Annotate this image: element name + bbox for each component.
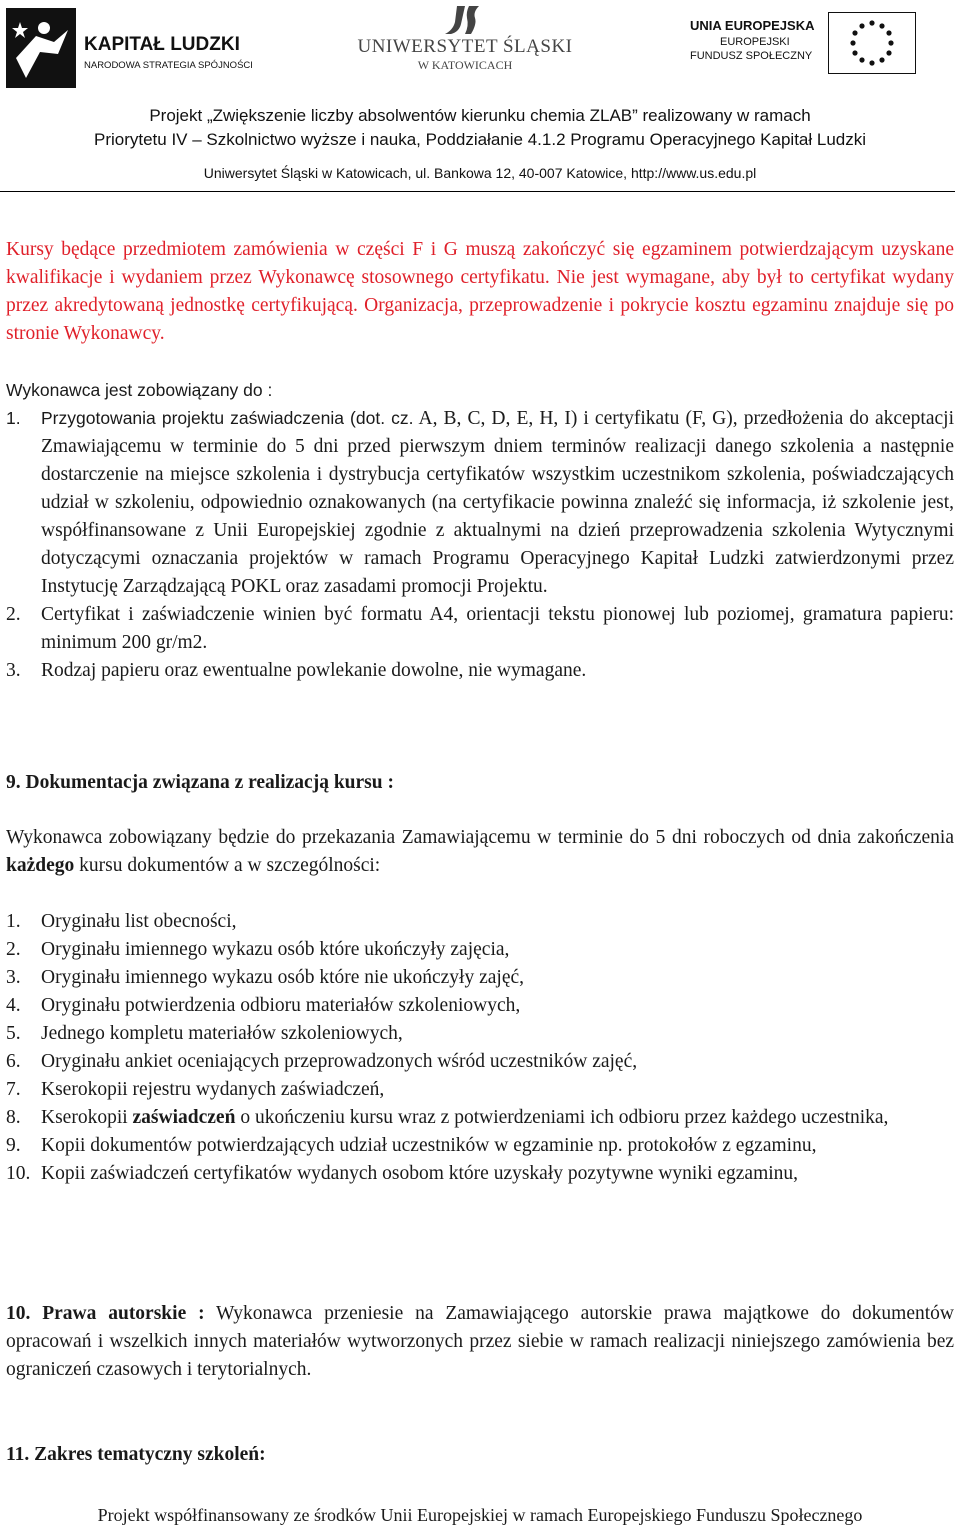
list-text: Kserokopii rejestru wydanych zaświadczeń, <box>41 1079 385 1100</box>
list-number: 2. <box>6 939 21 960</box>
list-item <box>6 936 954 964</box>
project-title-line2-b: 2 Programu Operacyjnego Kapitał Ludzki <box>556 130 867 149</box>
list-number: 3. <box>6 660 21 681</box>
kapital-ludzki-emblem-icon <box>6 8 76 88</box>
section9-intro-a: Wykonawca zobowiązany będzie do przekazania Zamawiającemu w terminie do 5 dni roboczych od dnia zakończenia <box>6 827 954 848</box>
list-number: 2. <box>6 604 21 625</box>
list-number: 7. <box>6 1079 21 1100</box>
section9-list <box>6 908 954 1188</box>
list-item <box>6 601 954 657</box>
list-item <box>6 1076 954 1104</box>
kapital-ludzki-title: KAPITAŁ LUDZKI <box>84 34 240 55</box>
section9-heading: 9. Dokumentacja związana z realizacją kursu : <box>6 772 394 793</box>
section10-text: Wykonawca przeniesie na Zamawiającego autorskie prawa majątkowe do dokumentów opracowań i wszelkich innych materiałów wytworzonych przez siebie w ramach realizacji niniejszego zamówienia bez ograniczeń czasowych i terytorialnych. <box>6 1303 954 1380</box>
ue-line2: EUROPEJSKI <box>720 36 790 48</box>
list-number: 6. <box>6 1051 21 1072</box>
list-text: Oryginału potwierdzenia odbioru materiałów szkoleniowych, <box>41 995 521 1016</box>
page-footer: Projekt współfinansowany ze środków Unii Europejskiej w ramach Europejskiego Funduszu Społecznego <box>97 1505 863 1525</box>
list-item <box>6 1020 954 1048</box>
section10-heading: 10. Prawa autorskie : <box>6 1303 205 1324</box>
list-number: 4. <box>6 995 21 1016</box>
list-number: 1. <box>6 408 21 428</box>
ue-line3: FUNDUSZ SPOŁECZNY <box>690 50 813 62</box>
list-item <box>6 964 954 992</box>
section9-intro-b: kursu dokumentów a w szczególności: <box>74 855 381 876</box>
list-text: Rodzaj papieru oraz ewentualne powlekanie dowolne, nie wymagane. <box>41 660 587 681</box>
header-logos <box>0 0 960 100</box>
uniwersytet-emblem-icon <box>435 4 495 36</box>
list-text: Kopii zaświadczeń certyfikatów wydanych osobom które uzyskały pozytywne wyniki egzaminu, <box>41 1163 799 1184</box>
project-title-line1: Projekt „Zwiększenie liczby absolwentów kierunku chemia ZLAB” realizowany w ramach <box>149 106 811 125</box>
obligations-list <box>6 404 954 685</box>
section9-intro <box>6 824 954 880</box>
list-text-a: Kserokopii <box>41 1107 133 1128</box>
list-text-b: o ukończeniu kursu wraz z potwierdzeniami ich odbioru przez każdego uczestnika, <box>235 1107 889 1128</box>
list-text: Oryginału imiennego wykazu osób które ukończyły zajęcia, <box>41 939 510 960</box>
section9-intro-bold: każdego <box>6 855 75 876</box>
university-address: Uniwersytet Śląski w Katowicach, ul. Bankowa 12, 40-007 Katowice, http://www.us.edu.pl <box>203 165 757 181</box>
list-number: 5. <box>6 1023 21 1044</box>
list-item <box>6 1160 954 1188</box>
project-title-line2 <box>0 130 960 150</box>
list-number: 10. <box>6 1163 31 1184</box>
list-item <box>6 908 954 936</box>
kapital-ludzki-logo <box>6 8 256 88</box>
project-title-line2-a: Priorytetu IV – Szkolnictwo wyższe i nauka, Poddziałanie 4.1. <box>93 130 557 149</box>
list-text: Jednego kompletu materiałów szkoleniowych, <box>41 1023 403 1044</box>
list-item <box>6 657 954 685</box>
uniwersytet-subtitle: W KATOWICACH <box>417 58 513 72</box>
list-number: 8. <box>6 1107 21 1128</box>
eu-flag-icon <box>828 12 916 74</box>
unia-europejska-logo <box>690 12 920 76</box>
list-text-a: Przygotowania projektu zaświadczenia (dot. cz. <box>41 408 414 428</box>
list-text-b: A, B, C, D, E, H, I) i certyfikatu (F, G), przedłożenia do akceptacji Zmawiającemu w terminie do 5 dni przed pierwszym dniem terminów realizacji danego szkolenia a następnie dostarczenie na miejsce szkolenia i dystrybucja certyfikatów wszystkim uczestnikom szkolenia, poświadczających udział w szkoleniu, odpowiednio oznakowanych (na certyfikacie powinna znaleźć się informacja, iż szkolenie jest, współfinansowane z Unii Europejskiej zgodnie z aktualnymi na dzień przeprowadzenia szkolenia Wytycznymi dotyczącymi oznaczania projektów w ramach Programu Operacyjnego Kapitał Ludzki zatwierdzonymi przez Instytucję Zarządzającą POKL oraz zasadami promocji Projektu. <box>41 408 954 597</box>
list-number: 3. <box>6 967 21 988</box>
list-number: 9. <box>6 1135 21 1156</box>
section10-paragraph <box>6 1300 954 1384</box>
uniwersytet-slaski-logo <box>355 4 575 74</box>
list-text: Oryginału list obecności, <box>41 911 237 932</box>
list-item <box>6 992 954 1020</box>
section11-heading: 11. Zakres tematyczny szkoleń: <box>6 1444 266 1465</box>
obligations-heading: Wykonawca jest zobowiązany do : <box>6 380 273 400</box>
list-text-bold: zaświadczeń <box>132 1107 236 1128</box>
list-text: Oryginału imiennego wykazu osób które nie ukończyły zajęć, <box>41 967 525 988</box>
list-text: Kopii dokumentów potwierdzających udział uczestników w egzaminie np. protokołów z egzaminu, <box>41 1135 817 1156</box>
list-item <box>6 1132 954 1160</box>
list-text: Certyfikat i zaświadczenie winien być formatu A4, orientacji tekstu pionowej lub poziomej, gramatura papieru: minimum 200 gr/m2. <box>41 604 954 653</box>
list-item <box>6 404 954 601</box>
list-number: 1. <box>6 911 21 932</box>
kapital-ludzki-subtitle: NARODOWA STRATEGIA SPÓJNOŚCI <box>84 60 253 71</box>
list-text: Oryginału ankiet oceniających przeprowadzonych wśród uczestników zajęć, <box>41 1051 638 1072</box>
header-divider <box>0 191 955 192</box>
intro-red-paragraph: Kursy będące przedmiotem zamówienia w części F i G muszą zakończyć się egzaminem potwierdzającym uzyskane kwalifikacje i wydaniem przez Wykonawcę stosownego certyfikatu. Nie jest wymagane, aby był to certyfikat wydany przez akredytowaną jednostkę certyfikującą. Organizacja, przeprowadzenie i pokrycie kosztu egzaminu znajduje się po stronie Wykonawcy. <box>6 239 954 344</box>
ue-line1: UNIA EUROPEJSKA <box>690 18 815 33</box>
uniwersytet-title: UNIWERSYTET ŚLĄSKI <box>357 36 573 57</box>
list-item <box>6 1048 954 1076</box>
list-item <box>6 1104 954 1132</box>
